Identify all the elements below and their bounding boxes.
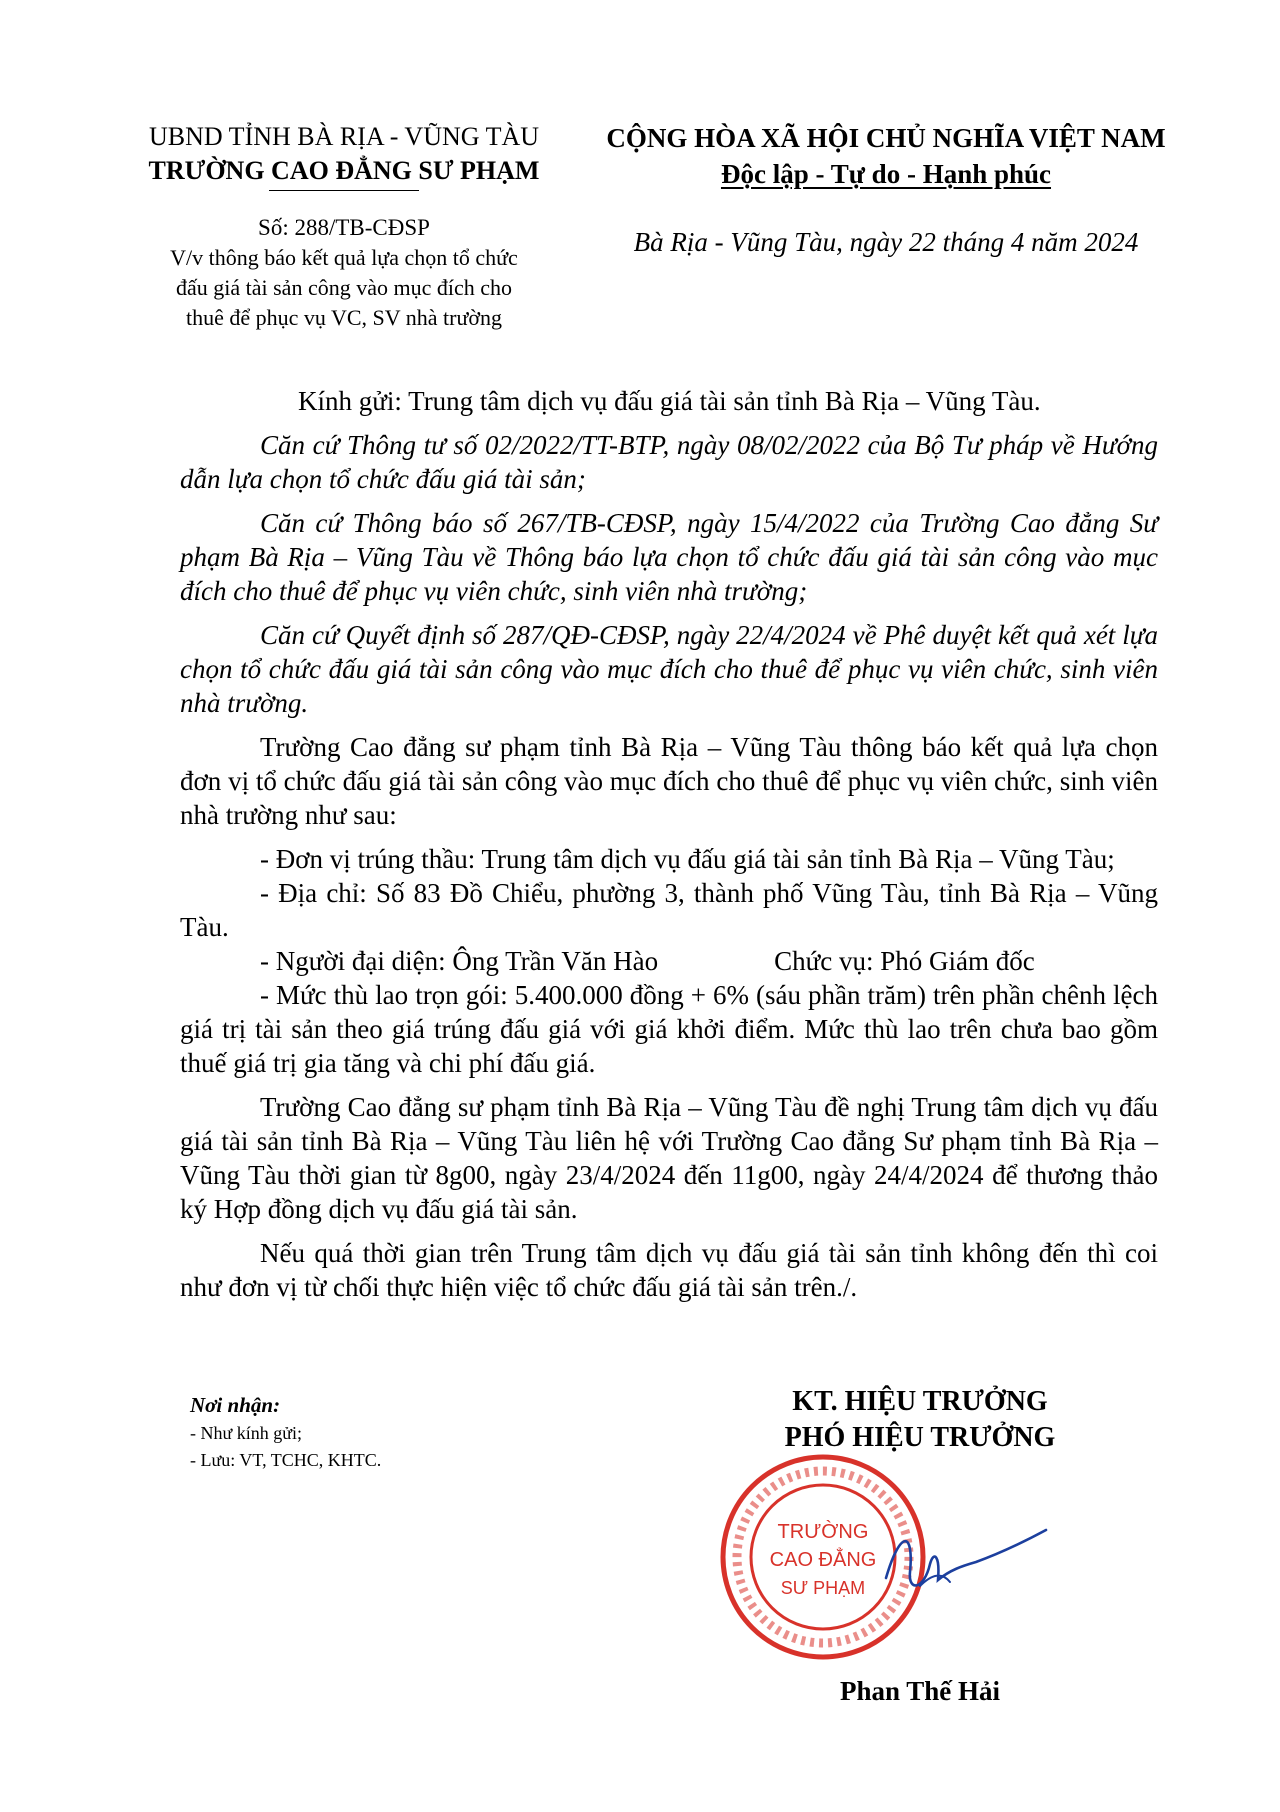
request-paragraph: Trường Cao đẳng sư phạm tỉnh Bà Rịa – Vũng Tàu đề nghị Trung tâm dịch vụ đấu giá tài sản tỉnh Bà Rịa – Vũng Tàu liên hệ với Trường Cao đẳng Sư phạm tỉnh Bà Rịa – Vũng Tàu thời gian từ 8g00, ngày 23/4/2024 đến 11g00, ngày 24/4/2024 để thương thảo ký Hợp đồng dịch vụ đấu giá tài sản. [180,1092,1158,1224]
signer-name: Phan Thế Hải [839,1676,1001,1706]
recipients-block: Nơi nhận: - Như kính gửi; - Lưu: VT, TCHC, KHTC. [190,1392,610,1474]
sign-title-1: KT. HIỆU TRƯỞNG [792,1386,1048,1417]
seal-text-1: TRƯỜNG [777,1521,869,1543]
representative-name: - Người đại diện: Ông Trần Văn Hào [260,946,659,976]
signature-titles [740,1384,1100,1456]
nation-name: CỘNG HÒA XÃ HỘI CHỦ NGHĨA VIỆT NAM [606,123,1166,153]
legal-basis-3: Căn cứ Quyết định số 287/QĐ-CĐSP, ngày 22/4/2024 về Phê duyệt kết quả xét lựa chọn tổ chức đấu giá tài sản công vào mục đích cho thuê để phục vụ viên chức, sinh viên nhà trường. [180,620,1158,718]
national-heading [576,120,1196,260]
recipient-item-1: - Như kính gửi; [190,1423,303,1443]
intro-paragraph: Trường Cao đẳng sư phạm tỉnh Bà Rịa – Vũng Tàu thông báo kết quả lựa chọn đơn vị tổ chức đấu giá tài sản công vào mục đích cho thuê để phục vụ viên chức, sinh viên nhà trường như sau: [180,732,1158,830]
representative-row [180,944,1158,978]
fee-line: - Mức thù lao trọn gói: 5.400.000 đồng + 6% (sáu phần trăm) trên phần chênh lệch giá trị tài sản theo giá trúng đấu giá với giá khởi điểm. Mức thù lao trên chưa bao gồm thuế giá trị gia tăng và chi phí đấu giá. [180,980,1158,1078]
recipient-item-2: - Lưu: VT, TCHC, KHTC. [190,1450,382,1470]
legal-basis-2: Căn cứ Thông báo số 267/TB-CĐSP, ngày 15/4/2022 của Trường Cao đẳng Sư phạm Bà Rịa – Vũng Tàu về Thông báo lựa chọn tổ chức đấu giá tài sản công vào mục đích cho thuê để phục vụ viên chức, sinh viên nhà trường; [180,508,1158,606]
winner-line: - Đơn vị trúng thầu: Trung tâm dịch vụ đấu giá tài sản tỉnh Bà Rịa – Vũng Tàu; [260,844,1115,874]
address-line: - Địa chỉ: Số 83 Đồ Chiểu, phường 3, thành phố Vũng Tàu, tỉnh Bà Rịa – Vũng Tàu. [180,878,1158,942]
document-body [180,384,1158,1314]
seal-text-2: CAO ĐẲNG [769,1549,877,1571]
handwritten-signature [880,1520,1050,1610]
document-number: Số: 288/TB-CĐSP [258,215,430,240]
issuing-authority: UBND TỈNH BÀ RỊA - VŨNG TÀU [148,122,539,151]
sign-title-2: PHÓ HIỆU TRƯỞNG [784,1422,1056,1453]
seal-text-3: SƯ PHẠM [780,1578,866,1598]
closing-paragraph: Nếu quá thời gian trên Trung tâm dịch vụ đấu giá tài sản tỉnh không đến thì coi như đơn vị từ chối thực hiện việc tổ chức đấu giá tài sản trên./. [180,1238,1158,1302]
place-date: Bà Rịa - Vũng Tàu, ngày 22 tháng 4 năm 2024 [633,227,1139,257]
school-name: TRƯỜNG CAO ĐẲNG SƯ PHẠM [148,156,540,185]
subject-line-3: thuê để phục vụ VC, SV nhà trường [185,305,503,330]
legal-basis-1: Căn cứ Thông tư số 02/2022/TT-BTP, ngày 08/02/2022 của Bộ Tư pháp về Hướng dẫn lựa chọn tổ chức đấu giá tài sản; [180,430,1158,494]
recipients-title: Nơi nhận [190,1393,274,1417]
issuer-block [120,120,568,333]
subject-line-2: đấu giá tài sản công vào mục đích cho [175,275,512,300]
national-motto: Độc lập - Tự do - Hạnh phúc [720,159,1052,189]
recipient-line: Kính gửi: Trung tâm dịch vụ đấu giá tài sản tỉnh Bà Rịa – Vũng Tàu. [298,386,1041,416]
representative-position: Chức vụ: Phó Giám đốc [774,946,1035,976]
subject-line-1: V/v thông báo kết quả lựa chọn tổ chức [170,245,518,270]
